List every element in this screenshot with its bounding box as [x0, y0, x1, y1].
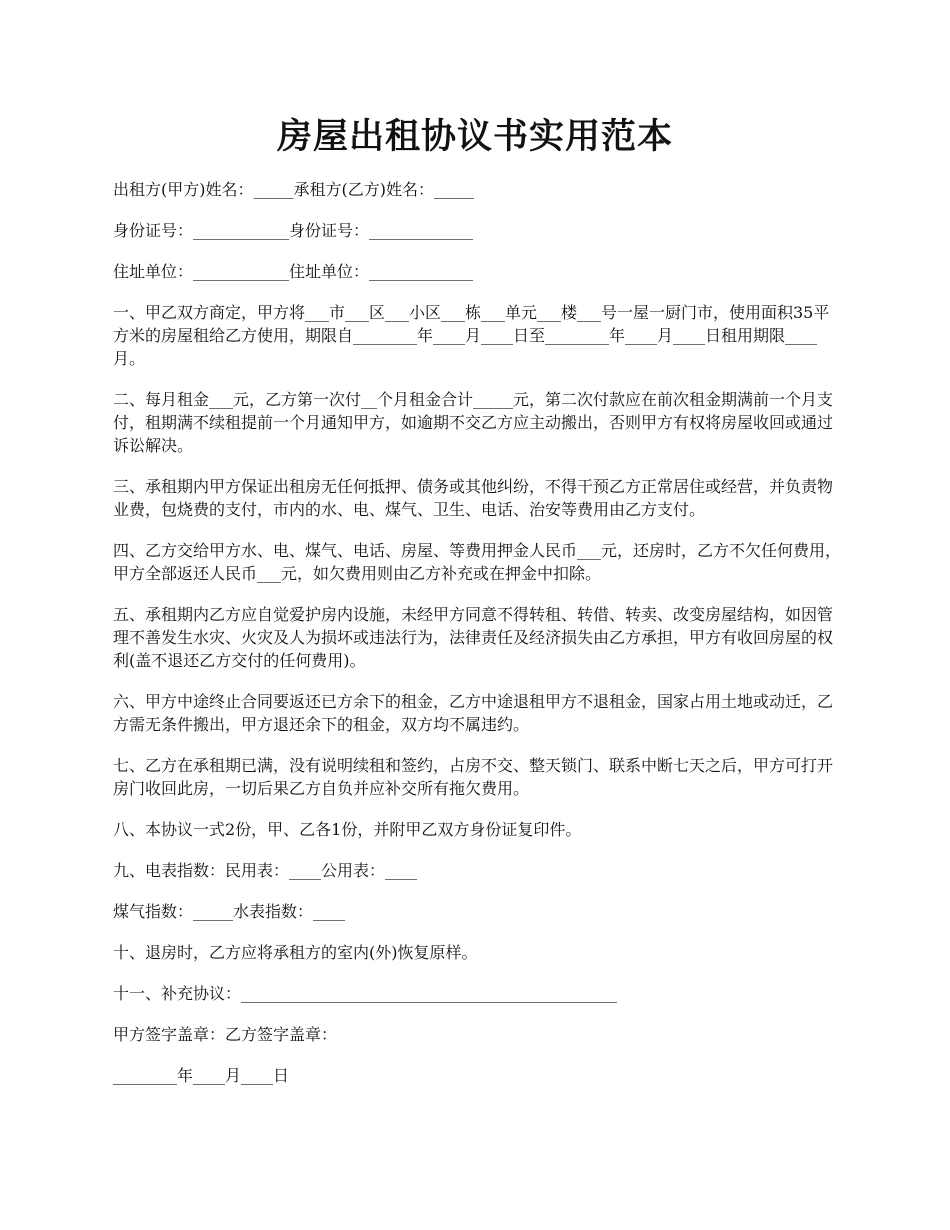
- clause-1: 一、甲乙双方商定，甲方将___市___区___小区___栋___单元___楼___号一屋一厨门市，使用面积35平方米的房屋租给乙方使用，期限自________年____月____日至________年____月____日租用期限____月。: [113, 303, 830, 368]
- clause-4: 四、乙方交给甲方水、电、煤气、电话、房屋、等费用押金人民币___元，还房时，乙方不欠任何费用，甲方全部返还人民币___元，如欠费用则由乙方补充或在押金中扣除。: [113, 541, 842, 583]
- clause-2: 二、每月租金___元，乙方第一次付__个月租金合计_____元，第二次付款应在前次租金期满前一个月支付，租期满不续租提前一个月通知甲方，如逾期不交乙方应主动搬出，否则甲方有权将房屋收回或通过诉讼解决。: [113, 390, 834, 455]
- gas-water-readings: 煤气指数：_____水表指数：____: [113, 902, 346, 921]
- signature-line: 甲方签字盖章：乙方签字盖章：: [113, 1025, 338, 1044]
- document-body: [113, 178, 843, 1105]
- clause-11-supplementary: 十一、补充协议：_______________________________________________: [113, 984, 618, 1003]
- clause-5: 五、承租期内乙方应自觉爱护房内设施，未经甲方同意不得转租、转借、转卖、改变房屋结构，如因管理不善发生水灾、火灾及人为损坏或违法行为，法律责任及经济损失由乙方承担，甲方有收回房屋的权利(盖不退还乙方交付的任何费用)。: [113, 605, 834, 670]
- clause-7: 七、乙方在承租期已满，没有说明续租和签约，占房不交、整天锁门、联系中断七天之后，甲方可打开房门收回此房，一切后果乙方自负并应补交所有拖欠费用。: [113, 756, 834, 798]
- clause-10: 十、退房时，乙方应将承租方的室内(外)恢复原样。: [113, 943, 478, 962]
- address-line: 住址单位：____________住址单位：_____________: [113, 262, 474, 281]
- date-line: ________年____月____日: [113, 1066, 290, 1085]
- clause-8: 八、本协议一式2份，甲、乙各1份，并附甲乙双方身份证复印件。: [113, 820, 582, 839]
- document-title: 房屋出租协议书实用范本: [276, 116, 673, 157]
- clause-6: 六、甲方中途终止合同要返还已方余下的租金，乙方中途退租甲方不退租金，国家占用土地或动迁，乙方需无条件搬出，甲方退还余下的租金，双方均不属违约。: [113, 692, 834, 734]
- clause-3: 三、承租期内甲方保证出租房无任何抵押、债务或其他纠纷，不得干预乙方正常居住或经营，并负责物业费，包烧费的支付，市内的水、电、煤气、卫生、电话、治安等费用由乙方支付。: [113, 477, 834, 519]
- clause-9-meter-readings: 九、电表指数：民用表：____公用表：____: [113, 861, 418, 880]
- id-number-line: 身份证号：____________身份证号：_____________: [113, 221, 474, 240]
- party-names-line: 出租方(甲方)姓名：_____承租方(乙方)姓名：_____: [113, 180, 474, 199]
